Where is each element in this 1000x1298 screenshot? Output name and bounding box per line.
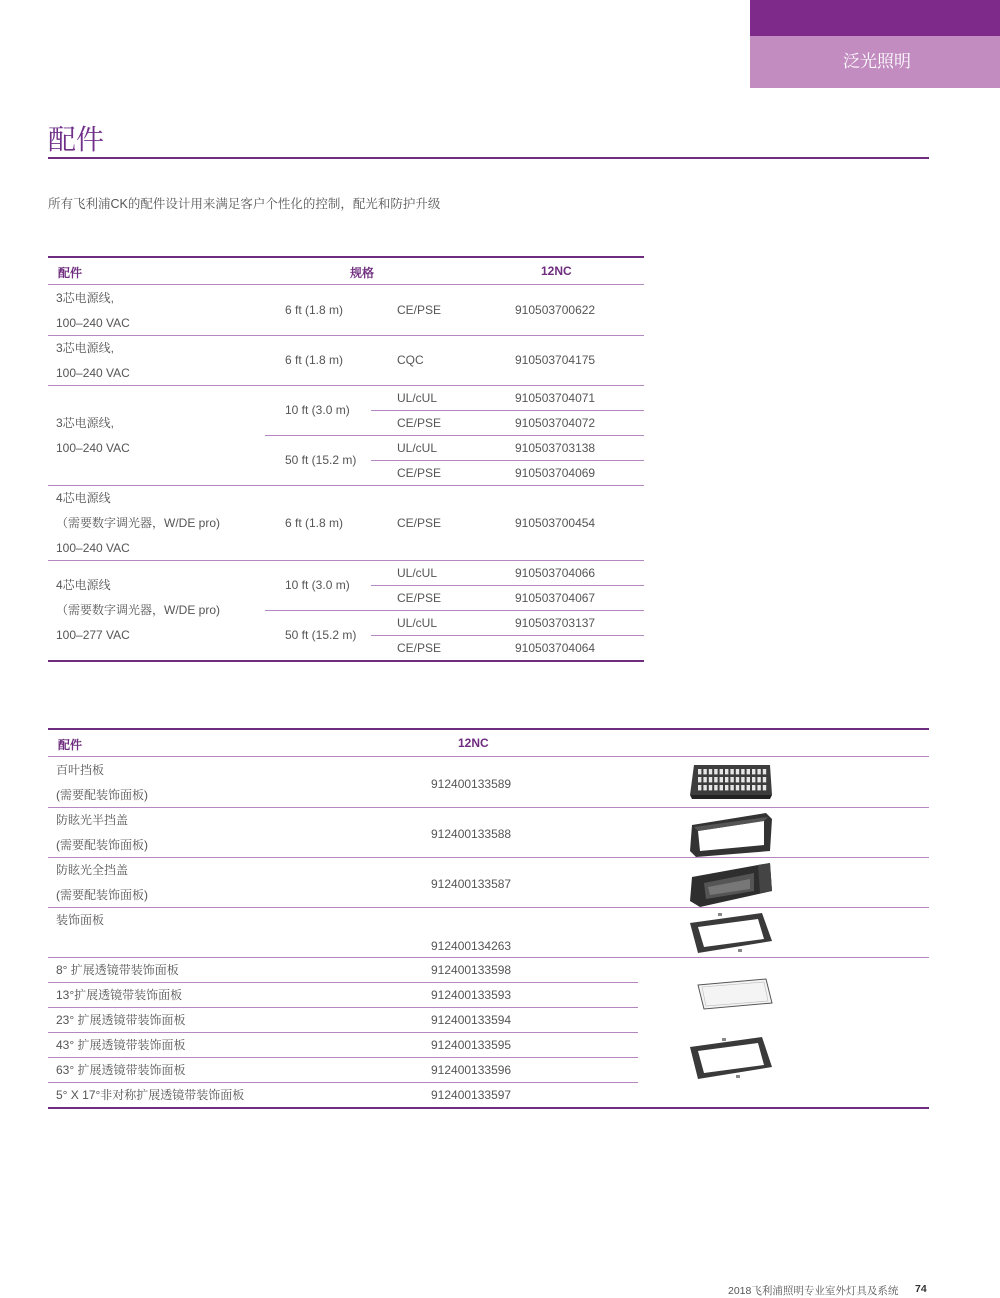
accessory-name: 100–240 VAC: [56, 365, 130, 380]
row-divider: [371, 410, 644, 411]
full-visor-icon: [688, 861, 776, 905]
part-number: 910503700622: [515, 303, 596, 317]
table-rule: [48, 256, 644, 258]
spec-cert: CE/PSE: [397, 590, 442, 605]
accessory-name: 3芯电源线,: [56, 290, 115, 305]
row-divider: [371, 460, 644, 461]
part-number: 912400133595: [431, 1037, 512, 1052]
accessory-name: 4芯电源线: [56, 578, 111, 592]
accessory-name: 防眩光全挡盖: [56, 862, 129, 877]
accessory-name: 100–240 VAC: [56, 540, 130, 555]
accessory-name: 100–277 VAC: [56, 628, 130, 642]
accessory-name: 防眩光半挡盖: [56, 812, 129, 827]
accessory-table: [48, 728, 929, 1110]
accessory-name: 43° 扩展透镜带装饰面板: [56, 1037, 186, 1052]
part-number: 910503700454: [515, 515, 596, 530]
row-divider: [48, 756, 929, 757]
part-number: 910503704071: [515, 390, 596, 405]
part-number: 910503704072: [515, 415, 596, 430]
title-divider: [48, 157, 929, 159]
accessory-name: 装饰面板: [56, 912, 105, 927]
footer-text: 2018飞利浦照明专业室外灯具及系统: [728, 1285, 899, 1297]
row-divider: [48, 335, 644, 336]
header-accessory: 配件: [58, 738, 83, 752]
part-number: 910503704064: [515, 640, 596, 655]
page-title: 配件: [48, 123, 105, 156]
row-divider: [48, 284, 644, 285]
header-12nc: 12NC: [458, 736, 489, 750]
accessory-name: （需要数字调光器，W/DE pro): [56, 603, 221, 617]
accessory-name: 3芯电源线,: [56, 415, 115, 430]
accessory-name: (需要配装饰面板): [56, 887, 148, 902]
intro-text: 所有飞利浦CK的配件设计用来满足客户个性化的控制，配光和防护升级: [48, 197, 441, 211]
spec-length: 6 ft (1.8 m): [285, 303, 344, 317]
spec-cert: CE/PSE: [397, 515, 442, 530]
spec-cert: CE/PSE: [397, 415, 442, 430]
section-tab-top: [750, 0, 1000, 36]
row-divider: [48, 982, 638, 983]
row-divider: [48, 807, 929, 808]
accessory-name: (需要配装饰面板): [56, 837, 148, 852]
part-number: 910503703137: [515, 615, 596, 630]
part-number: 910503704175: [515, 353, 596, 367]
lens-icon: [696, 977, 774, 1011]
header-12nc: 12NC: [541, 264, 572, 278]
spec-cert: CQC: [397, 353, 424, 367]
trim-plate-icon: [688, 911, 776, 955]
row-divider: [371, 635, 644, 636]
table-rule: [48, 660, 644, 662]
spec-length: 10 ft (3.0 m): [285, 578, 350, 592]
part-number: 912400133593: [431, 987, 512, 1002]
spec-length: 50 ft (15.2 m): [285, 453, 357, 467]
table-rule: [48, 728, 929, 730]
accessory-name: 13°扩展透镜带装饰面板: [56, 987, 183, 1002]
part-number: 912400133598: [431, 962, 512, 977]
accessory-name: （需要数字调光器，W/DE pro): [56, 515, 221, 530]
spec-cert: CE/PSE: [397, 303, 442, 317]
spec-length: 10 ft (3.0 m): [285, 403, 350, 417]
row-divider: [48, 1082, 638, 1083]
part-number: 912400133596: [431, 1062, 512, 1077]
spec-cert: UL/cUL: [397, 390, 438, 405]
row-divider: [371, 585, 644, 586]
spec-cert: UL/cUL: [397, 440, 438, 455]
row-divider: [48, 560, 644, 561]
row-divider: [48, 1007, 638, 1008]
row-divider: [48, 1057, 638, 1058]
spec-length: 50 ft (15.2 m): [285, 628, 357, 642]
spec-length: 6 ft (1.8 m): [285, 515, 344, 530]
part-number: 912400134263: [431, 939, 512, 953]
lens-trim-plate-icon: [688, 1035, 776, 1081]
table-rule: [48, 1107, 929, 1109]
accessory-name: 4芯电源线: [56, 490, 111, 505]
part-number: 910503704069: [515, 465, 596, 480]
part-number: 912400133594: [431, 1012, 512, 1027]
spec-cert: UL/cUL: [397, 615, 438, 630]
accessory-name: 100–240 VAC: [56, 315, 130, 330]
spec-length: 6 ft (1.8 m): [285, 353, 344, 367]
half-visor-icon: [688, 811, 776, 855]
spec-cert: CE/PSE: [397, 640, 442, 655]
part-number: 910503704066: [515, 565, 596, 580]
spec-cert: UL/cUL: [397, 565, 438, 580]
power-cord-table: [48, 256, 644, 662]
accessory-name: 8° 扩展透镜带装饰面板: [56, 962, 179, 977]
header-spec: 规格: [350, 266, 375, 280]
row-divider: [48, 907, 929, 908]
row-divider: [48, 485, 644, 486]
row-divider: [48, 857, 929, 858]
page-number: 74: [915, 1283, 927, 1295]
row-divider: [48, 385, 644, 386]
part-number: 910503704067: [515, 590, 596, 605]
part-number: 912400133589: [431, 777, 512, 791]
accessory-name: (需要配装饰面板): [56, 787, 148, 802]
part-number: 912400133587: [431, 877, 512, 891]
accessory-name: 63° 扩展透镜带装饰面板: [56, 1062, 186, 1077]
accessory-name: 23° 扩展透镜带装饰面板: [56, 1012, 186, 1027]
section-tab-label: 泛光照明: [750, 36, 1000, 88]
part-number: 912400133588: [431, 827, 512, 841]
row-divider: [265, 435, 644, 436]
accessory-name: 100–240 VAC: [56, 440, 130, 455]
row-divider: [48, 1032, 638, 1033]
part-number: 912400133597: [431, 1087, 512, 1102]
part-number: 910503703138: [515, 440, 596, 455]
spec-cert: CE/PSE: [397, 465, 442, 480]
section-tab: [750, 0, 1000, 88]
accessory-name: 5° X 17°非对称扩展透镜带装饰面板: [56, 1087, 245, 1102]
header-accessory: 配件: [58, 266, 83, 280]
row-divider: [48, 957, 929, 958]
accessory-name: 百叶挡板: [56, 762, 105, 777]
accessory-name: 3芯电源线,: [56, 340, 115, 355]
louver-icon: [688, 761, 776, 805]
row-divider: [265, 610, 644, 611]
